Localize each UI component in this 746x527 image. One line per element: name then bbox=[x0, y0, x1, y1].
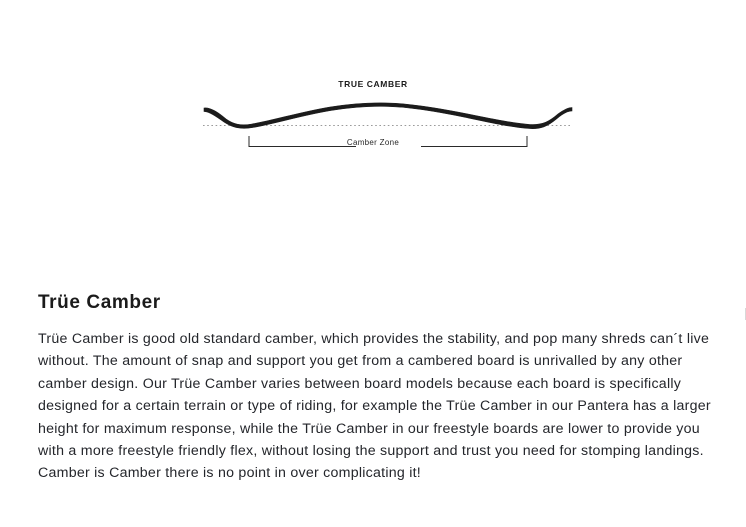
page-title: Trüe Camber bbox=[38, 292, 161, 313]
camber-zone-label: Camber Zone bbox=[346, 138, 400, 147]
article-content bbox=[38, 292, 716, 485]
diagram-title: TRUE CAMBER bbox=[338, 79, 408, 89]
article-paragraph: Trüe Camber is good old standard camber, which provides the stability, and pop many shreds can´t live without. The amount of snap and support you get from a cambered board is unrivalled by any other camber design. Our Trüe Camber varies between board models because each board is specifically designed for a certain terrain or type of riding, for example the Trüe Camber in our Pantera has a larger height for maximum response, while the Trüe Camber in our freestyle boards are lower to provide you with a more freestyle friendly flex, without losing the support and trust you need for stomping landings. Camber is Camber there is no point in over complicating it! bbox=[38, 331, 711, 482]
camber-profile-shape bbox=[204, 103, 572, 129]
